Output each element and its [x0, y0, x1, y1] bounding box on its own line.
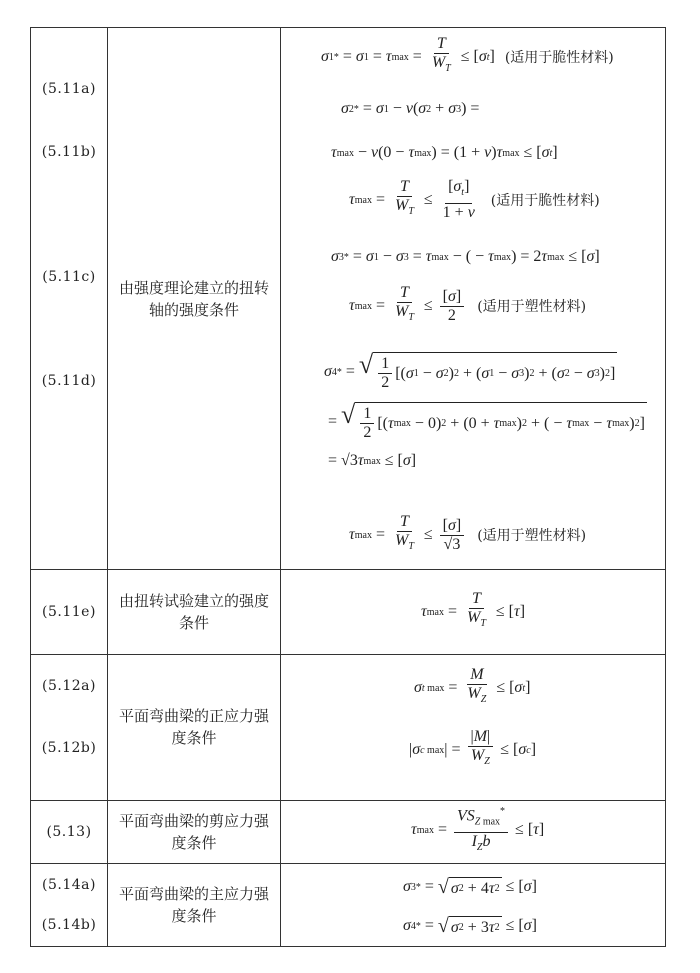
formula-5-11d-line1: σ 4 * = √ $\frac{1}{2}$ [( σ 1 − σ 2 ) 2 + ( σ 1 − σ 3 ) 2 + ( σ 2 − σ 3 ) 2 ] — [324, 350, 616, 391]
formula-5-11d-line2: = √ $\frac{1}{2}$ [( τ max − 0) 2 + (0 + τ max ) 2 + ( − τ max − τ max ) 2 ] — [328, 400, 645, 441]
equation-number: (5.11a) — [42, 81, 96, 97]
formula-5-11b-line3: τ max = $\frac{T}{W_T}$ ≤ $\frac{[\sigma_t]}{1 + \nu}$ (适用于脆性材料) — [349, 178, 600, 221]
formula-table — [30, 27, 666, 947]
formula-5-11b-line1: σ 2 * = σ 1 − ν ( σ 2 + σ 3 ) = — [341, 100, 480, 117]
condition-name: 平面弯曲梁的主应力强度条件 — [118, 885, 269, 925]
formula-5-11d-line4: τ max = $\frac{T}{W_T}$ ≤ $\frac{[\sigma]}{√3}$ (适用于塑性材料) — [349, 513, 587, 553]
applicability-note: (适用于塑性材料) — [477, 528, 587, 544]
condition-name: 由扭转试验建立的强度条件 — [118, 591, 269, 632]
applicability-note: (适用于塑性材料) — [477, 299, 587, 315]
formula-5-14b: σ 4 * = √ σ 2 + 3 τ 2 ≤ [ σ ] — [403, 914, 537, 937]
equation-number: (5.11e) — [42, 604, 96, 620]
formula-5-11c-line1: σ 3 * = σ 1 − σ 3 = τ max − ( − τ max ) = 2 τ max ≤ [ σ ] — [331, 248, 600, 265]
formula-5-11e: τ max = $\frac{T}{W_T}$ ≤ [ τ ] — [421, 590, 526, 630]
condition-name: 平面弯曲梁的剪应力强度条件 — [118, 811, 269, 852]
equation-number: (5.13) — [46, 824, 92, 840]
formula-5-11c-line2: τ max = $\frac{T}{W_T}$ ≤ $\frac{[\sigma]}{2}$ (适用于塑性材料) — [349, 284, 587, 324]
formula-5-14a: σ 3 * = √ σ 2 + 4 τ 2 ≤ [ σ ] — [403, 875, 537, 898]
column-divider — [280, 28, 281, 946]
equation-number: (5.14b) — [41, 917, 97, 933]
equation-number: (5.14a) — [42, 877, 96, 893]
formula-5-11a: σ 1 * = σ 1 = τ max = $\frac{T}{W_T}$ ≤ [ σ t ] (适用于脆性材料) — [321, 35, 614, 75]
formula-5-12a: σ t max = $\frac{M}{W_Z}$ ≤ [ σ t ] — [414, 666, 531, 706]
formula-5-11d-line3: = √3 τ max ≤ [ σ ] — [328, 452, 417, 469]
formula-5-13: τ max = $\frac{VS_{Z max}^*}{I_Zb}$ ≤ [ τ ] — [411, 808, 544, 852]
applicability-note: (适用于脆性材料) — [504, 50, 614, 66]
condition-name: 平面弯曲梁的正应力强度条件 — [118, 707, 269, 747]
equation-number: (5.11c) — [42, 269, 96, 285]
applicability-note: (适用于脆性材料) — [490, 193, 600, 209]
formula-5-11b-line2: τ max − ν (0 − τ max ) = (1 + ν ) τ max ≤ [ σ t ] — [331, 144, 558, 161]
equation-number: (5.11b) — [41, 144, 97, 160]
equation-number: (5.12a) — [42, 678, 96, 694]
equation-number: (5.11d) — [41, 373, 97, 389]
condition-name: 由强度理论建立的扭转轴的强度条件 — [118, 278, 269, 319]
formula-5-12b: | σ c max | = $\frac{|M|}{W_Z}$ ≤ [ σ c ] — [409, 728, 537, 768]
equation-number: (5.12b) — [41, 740, 97, 756]
